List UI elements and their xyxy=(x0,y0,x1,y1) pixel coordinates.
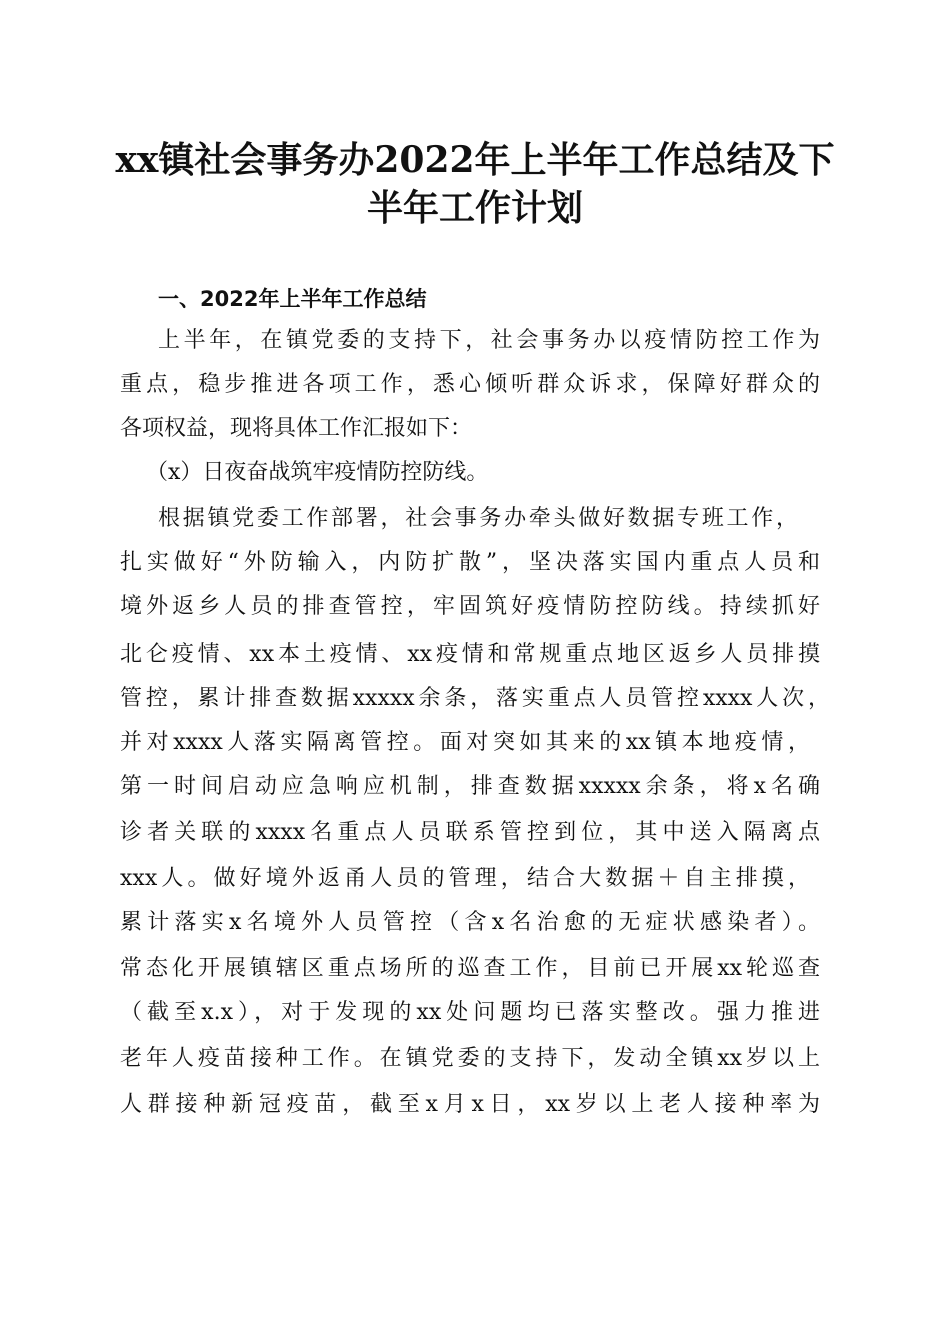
document-title xyxy=(100,136,850,232)
intro-line-2: 重点，稳步推进各项工作，悉心倾听群众诉求，保障好群众的 xyxy=(120,372,820,397)
title-line-1: xx镇社会事务办2022年上半年工作总结及下 xyxy=(115,139,835,181)
body-line-13: 老年人疫苗接种工作。在镇党委的支持下，发动全镇xx岁以上 xyxy=(120,1046,820,1071)
intro-line-1: 上半年，在镇党委的支持下，社会事务办以疫情防控工作为 xyxy=(158,328,820,353)
body-line-6: 并对xxxx人落实隔离管控。面对突如其来的xx镇本地疫情， xyxy=(120,730,810,755)
body-line-2: 扎实做好“外防输入，内防扩散”，坚决落实国内重点人员和 xyxy=(120,550,820,575)
body-line-10: 累计落实x名境外人员管控（含x名治愈的无症状感染者）。 xyxy=(120,910,820,935)
body-line-3: 境外返乡人员的排查管控，牢固筑好疫情防控防线。持续抓好 xyxy=(120,594,820,619)
body-line-14: 人群接种新冠疫苗，截至x月x日，xx岁以上老人接种率为 xyxy=(120,1092,820,1117)
body-line-11: 常态化开展镇辖区重点场所的巡查工作，目前已开展xx轮巡查 xyxy=(120,956,820,981)
section-heading: 一、2022年上半年工作总结 xyxy=(158,287,427,311)
title-line-2: 半年工作计划 xyxy=(366,187,583,229)
subheading: （x）日夜奋战筑牢疫情防控防线。 xyxy=(146,460,489,485)
intro-line-3: 各项权益，现将具体工作汇报如下： xyxy=(120,416,473,441)
body-line-4: 北仑疫情、xx本土疫情、xx疫情和常规重点地区返乡人员排摸 xyxy=(120,642,820,667)
body-line-5: 管控，累计排查数据xxxxx余条，落实重点人员管控xxxx人次， xyxy=(120,686,830,711)
body-line-9: xxx人。做好境外返甬人员的管理，结合大数据＋自主排摸， xyxy=(120,866,810,891)
body-line-12: （截至x.x），对于发现的xx处问题均已落实整改。强力推进 xyxy=(120,1000,820,1025)
body-line-7: 第一时间启动应急响应机制，排查数据xxxxx余条，将x名确 xyxy=(120,774,820,799)
body-line-8: 诊者关联的xxxx名重点人员联系管控到位，其中送入隔离点 xyxy=(120,820,820,845)
body-line-1: 根据镇党委工作部署，社会事务办牵头做好数据专班工作， xyxy=(158,506,798,531)
